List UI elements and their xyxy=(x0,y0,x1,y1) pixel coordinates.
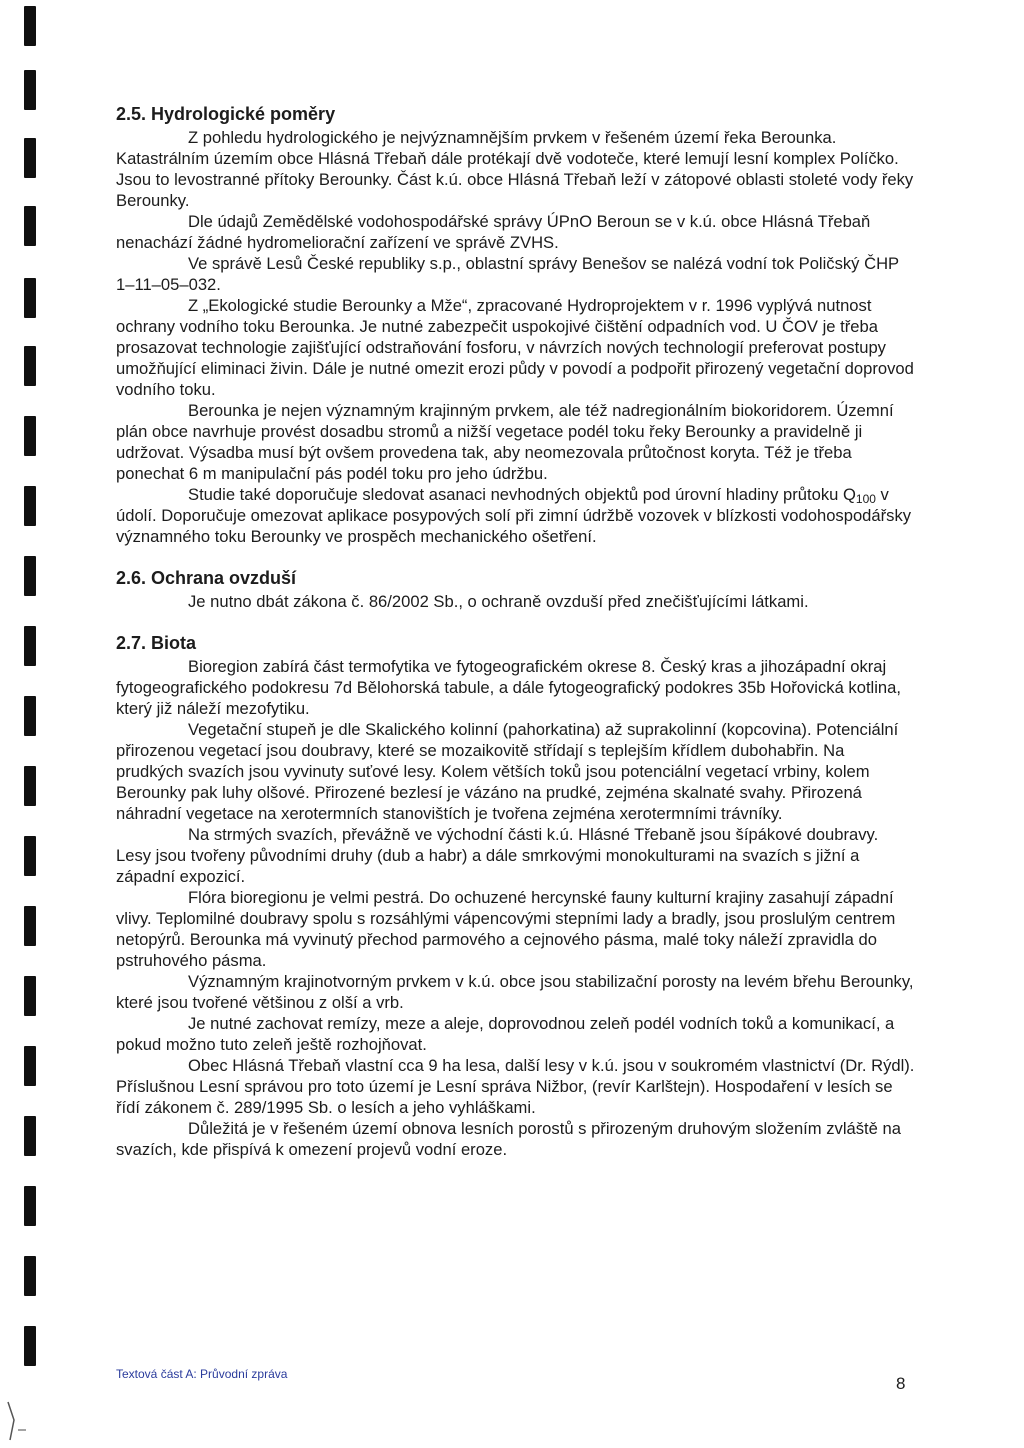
binding-hole xyxy=(24,766,36,806)
paragraph: Na strmých svazích, převážně ve východní části k.ú. Hlásné Třebaně jsou šípákové doubravy. Lesy jsou tvořeny původními druhy (dub a habr) a dále smrkovými monokulturami na svazích s jižní a západní expozicí. xyxy=(116,825,879,886)
paragraph: Je nutno dbát zákona č. 86/2002 Sb., o ochraně ovzduší před znečišťujícími látkami. xyxy=(188,592,809,611)
binding-hole xyxy=(24,138,36,178)
binding-hole xyxy=(24,1186,36,1226)
binding-hole xyxy=(24,1116,36,1156)
paragraph: Důležitá je v řešeném území obnova lesních porostů s přirozeným druhovým složením zvláště na svazích, kde přispívá k omezení projevů vodní eroze. xyxy=(116,1119,901,1159)
section-heading: 2.5. Hydrologické poměry xyxy=(116,104,336,124)
binding-hole xyxy=(24,976,36,1016)
section-hydrologie xyxy=(116,103,916,547)
binding-hole xyxy=(24,70,36,110)
paragraph: Flóra bioregionu je velmi pestrá. Do ochuzené hercynské fauny kulturní krajiny zasahují západní vlivy. Teplomilné doubravy spolu s rozsáhlými vápencovými stepními lady a bradly, jsou proslulým centrem netopýrů. Berounka má vyvinutý přechod parmového a cejnového pásma, malé toky náleží zpravidla do pstruhového pásma. xyxy=(116,888,896,970)
binding-hole xyxy=(24,626,36,666)
binding-hole xyxy=(24,906,36,946)
paragraph: Je nutné zachovat remízy, meze a aleje, doprovodnou zeleň podél vodních toků a komunikací, a pokud možno tuto zeleň ještě rozhojňovat. xyxy=(116,1014,895,1054)
paragraph: Bioregion zabírá část termofytika ve fytogeografickém okrese 8. Český kras a jihozápadní okraj fytogeografického podokresu 7d Bělohorská tabule, a dále fytogeografický podokres 35b Hořovická kotlina, který již náleží mezofytiku. xyxy=(116,657,901,718)
binding-hole xyxy=(24,1326,36,1366)
section-biota xyxy=(116,632,916,1160)
binding-hole xyxy=(24,836,36,876)
binding-hole xyxy=(24,486,36,526)
scan-edge-mark xyxy=(4,1400,30,1444)
paragraph: Obec Hlásná Třebaň vlastní cca 9 ha lesa, další lesy v k.ú. jsou v soukromém vlastnictví (Dr. Rýdl). Příslušnou Lesní správou pro toto území je Lesní správa Nižbor, (revír Karlštejn). Hospodaření v lesích se řídí zákonem č. 289/1995 Sb. o lesích a jeho vyhláškami. xyxy=(116,1056,915,1117)
paragraph: Dle údajů Zemědělské vodohospodářské správy ÚPnO Beroun se v k.ú. obce Hlásná Třebaň nenachází žádné hydromeliorační zařízení ve správě ZVHS. xyxy=(116,212,871,252)
binding-hole xyxy=(24,1256,36,1296)
binding-holes-strip xyxy=(0,0,40,1448)
section-heading: 2.7. Biota xyxy=(116,633,197,653)
document-body xyxy=(116,103,916,1180)
binding-hole xyxy=(24,346,36,386)
page-number: 8 xyxy=(896,1374,906,1393)
paragraph: Z pohledu hydrologického je nejvýznamnějším prvkem v řešeném území řeka Berounka. Katastrálním územím obce Hlásná Třebaň dále protékají dvě vodoteče, které lemují lesní komplex Políčko. Jsou to levostranné přítoky Berounky. Část k.ú. obce Hlásná Třebaň leží v zátopové oblasti stoleté vody řeky Berounky. xyxy=(116,128,914,210)
section-ovzdusi xyxy=(116,567,916,612)
paragraph-text: v údolí. Doporučuje omezovat aplikace posypových solí při zimní údržbě vozovek v blízkosti vodohospodářsky významného toku Berounky ve prospěch mechanického ošetření. xyxy=(116,485,912,546)
paragraph: Ve správě Lesů České republiky s.p., oblastní správy Benešov se nalézá vodní tok Poličský ČHP 1–11–05–032. xyxy=(116,254,899,294)
footer-document-title: Textová část A: Průvodní zpráva xyxy=(116,1367,288,1381)
binding-hole xyxy=(24,6,36,46)
paragraph-text: Studie také doporučuje sledovat asanaci nevhodných objektů pod úrovní hladiny průtoku Q xyxy=(188,485,856,504)
paragraph-with-subscript xyxy=(116,484,916,547)
subscript: 100 xyxy=(855,492,876,506)
binding-hole xyxy=(24,1046,36,1086)
binding-hole xyxy=(24,278,36,318)
paragraph: Významným krajinotvorným prvkem v k.ú. obce jsou stabilizační porosty na levém břehu Berounky, které jsou tvořené většinou z olší a vrb. xyxy=(116,972,914,1012)
paragraph: Berounka je nejen významným krajinným prvkem, ale též nadregionálním biokoridorem. Územní plán obce navrhuje provést dosadbu stromů a nižší vegetace podél toku řeky Berounky a pravidelně ji udržovat. Výsadba musí být ovšem provedena tak, aby neomezovala průtočnost koryta. Též je třeba ponechat 6 m manipulační pás podél toku pro jeho údržbu. xyxy=(116,401,894,483)
binding-hole xyxy=(24,556,36,596)
section-heading: 2.6. Ochrana ovzduší xyxy=(116,568,297,588)
paragraph: Z „Ekologické studie Berounky a Mže“, zpracované Hydroprojektem v r. 1996 vyplývá nutnost ochrany vodního toku Berounka. Je nutné zabezpečit uspokojivé čištění odpadních vod. U ČOV je třeba prosazovat technologie zajišťující odstraňování fosforu, v návrzích nových technologií preferovat postupy umožňující eliminaci živin. Dále je nutné omezit erozi půdy v povodí a podpořit přirozený vegetační doprovod vodního toku. xyxy=(116,296,914,399)
binding-hole xyxy=(24,416,36,456)
paragraph: Vegetační stupeň je dle Skalického kolinní (pahorkatina) až suprakolinní (kopcovina). Potenciální přirozenou vegetací jsou doubravy, které se mozaikovitě střídají s teplejším křídlem dubohabřin. Na prudkých svazích jsou vyvinuty suťové lesy. Kolem větších toků jsou potenciální vegetací vrbiny, kolem Berounky pak luhy olšové. Přirozené bezlesí je vázáno na prudké, zejména skalnaté svahy. Přirozená náhradní vegetace na xerotermních stanovištích je tvořena zejména xerotermními trávníky. xyxy=(116,720,899,823)
binding-hole xyxy=(24,206,36,246)
binding-hole xyxy=(24,696,36,736)
